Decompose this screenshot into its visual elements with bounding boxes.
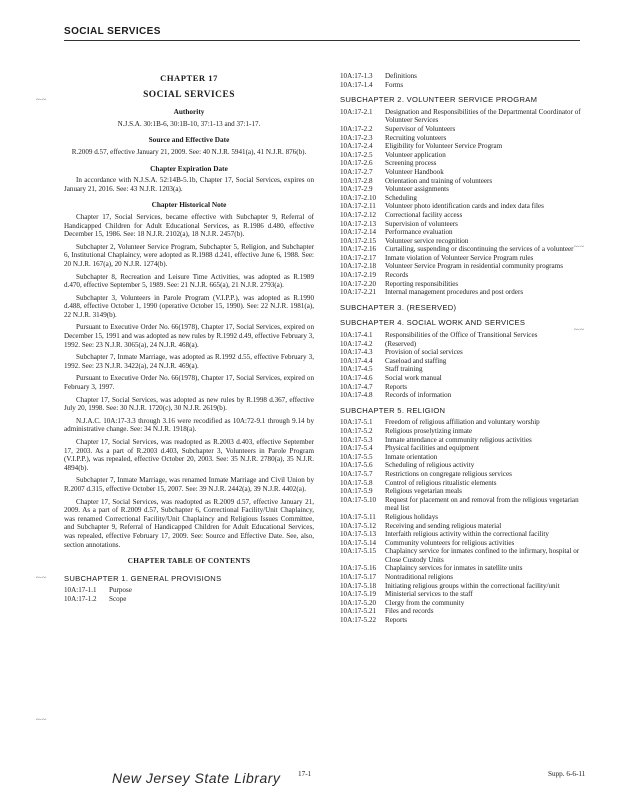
- toc-item: [340, 72, 590, 81]
- section-number: 10A:17-4.5: [340, 365, 373, 374]
- section-number: 10A:17-2.15: [340, 236, 377, 245]
- section-number: 10A:17-5.6: [340, 461, 373, 470]
- toc-item: [340, 228, 590, 237]
- history-paragraph: Pursuant to Executive Order No. 66(1978), Chapter 17, Social Services, expired on February 3, 1997.: [64, 374, 314, 392]
- toc-item: [340, 564, 590, 573]
- section-number: 10A:17-2.4: [340, 142, 373, 151]
- authority-heading: Authority: [173, 107, 205, 117]
- toc-group-subchapter-1: [340, 72, 590, 89]
- toc-item: [340, 436, 590, 445]
- section-number: 10A:17-5.15: [340, 547, 377, 556]
- section-number: 10A:17-5.14: [340, 538, 377, 547]
- subchapter-1-heading: SUBCHAPTER 1. GENERAL PROVISIONS: [64, 573, 222, 583]
- authority-text: N.J.S.A. 30:1B-6, 30:1B-10, 37:1-13 and 37:1-17.: [117, 119, 261, 128]
- section-number: 10A:17-2.19: [340, 271, 377, 280]
- section-title: Definitions: [385, 72, 417, 80]
- margin-mark: ~·~: [36, 716, 46, 724]
- section-number: 10A:17-2.18: [340, 262, 377, 271]
- history-paragraph: Subchapter 7, Inmate Marriage, was renamed Inmate Marriage and Civil Union by R.2007 d.315, effective October 15, 2007. See: 39 N.J.R. 2442(a), 39 N.J.R. 4402(a).: [64, 476, 314, 493]
- subchapter-3-heading: SUBCHAPTER 3. (RESERVED): [340, 302, 457, 312]
- section-title: Purpose: [109, 586, 132, 595]
- section-number: 10A:17-2.13: [340, 219, 377, 228]
- section-number: 10A:17-5.3: [340, 435, 373, 444]
- toc-item: [340, 530, 590, 539]
- toc-item: [340, 142, 590, 151]
- toc-heading: CHAPTER TABLE OF CONTENTS: [127, 556, 251, 566]
- toc-item: [340, 271, 590, 280]
- section-number: 10A:17-5.20: [340, 598, 377, 607]
- section-title: Clergy from the community: [385, 598, 465, 607]
- section-title: Curtailing, suspending or discontinuing the services of a volunteer: [385, 245, 574, 254]
- section-number: 10A:17-2.5: [340, 150, 373, 159]
- section-number: 10A:17-2.3: [340, 133, 373, 142]
- toc-group-subchapter-2: [340, 108, 590, 297]
- toc-item: [340, 177, 590, 186]
- toc-item: [340, 374, 590, 383]
- toc-item: [340, 151, 590, 160]
- section-title: Scheduling of religious activity: [385, 461, 475, 470]
- subchapter-2-heading: SUBCHAPTER 2. VOLUNTEER SERVICE PROGRAM: [340, 95, 538, 105]
- section-title: Orientation and training of volunteers: [385, 176, 493, 185]
- toc-item: [340, 81, 590, 90]
- section-title: Inmate attendance at community religious activities: [385, 435, 532, 444]
- toc-item: [340, 427, 590, 436]
- toc-item: [340, 340, 590, 349]
- section-number: 10A:17-4.1: [340, 331, 373, 340]
- section-number: 10A:17-4.2: [340, 339, 373, 348]
- section-title: Ministerial services to the staff: [385, 590, 473, 599]
- section-number: 10A:17-5.10: [340, 495, 377, 504]
- history-paragraph: Pursuant to Executive Order No. 66(1978), Chapter 17, Social Services, expired on December 15, 1991 and was adopted as new rules by R.1992 d.49, effective February 3, 1992. See: 23 N.J.R. 3065(a), 24 N.J.R. 468(a).: [64, 323, 314, 349]
- history-paragraph: Subchapter 3, Volunteers in Parole Program (V.I.P.P.), was adopted as R.1990 d.488, effective October 1, 1990 (operative October 15, 1990). See: 22 N.J.R. 1981(a), 22 N.J.R. 3149(b).: [64, 293, 314, 319]
- section-number: 10A:17-4.7: [340, 382, 373, 391]
- section-number: 10A:17-5.13: [340, 530, 377, 539]
- toc-item: [340, 280, 590, 289]
- section-number: 10A:17-2.8: [340, 176, 373, 185]
- toc-item: [340, 616, 590, 625]
- section-number: 10A:17-5.7: [340, 469, 373, 478]
- toc-item: [340, 348, 590, 357]
- section-number: 10A:17-5.12: [340, 521, 377, 530]
- toc-item: [340, 522, 590, 531]
- history-paragraph: Subchapter 2, Volunteer Service Program, Subchapter 5, Religion, and Subchapter 6, Institutional Chaplaincy, were adopted as R.1988 d.241, effective June 6, 1988. See: 20 N.J.R. 167(a), 20 N.J.R. 1274(b).: [64, 242, 314, 268]
- toc-item: [340, 582, 590, 591]
- left-column: [64, 72, 314, 604]
- section-title: Files and records: [385, 607, 434, 616]
- toc-item: [64, 595, 314, 604]
- section-number: 10A:17-2.20: [340, 279, 377, 288]
- section-number: 10A:17-2.21: [340, 288, 377, 297]
- source-heading: Source and Effective Date: [148, 135, 230, 145]
- section-number: 10A:17-5.9: [340, 487, 373, 496]
- section-number: 10A:17-2.11: [340, 202, 376, 211]
- section-title: Recruiting volunteers: [385, 133, 447, 142]
- toc-item: [340, 202, 590, 211]
- section-title: Restrictions on congregate religious services: [385, 469, 512, 478]
- expiration-text: In accordance with N.J.S.A. 52:14B-5.1b, Chapter 17, Social Services, expires on January 21, 2016. See: 43 N.J.R. 1203(a).: [64, 176, 314, 193]
- history-paragraph: N.J.A.C. 10A:17-3.3 through 3.16 were recodified as 10A:72-9.1 through 9.14 by administrative change. See: 34 N.J.R. 1918(a).: [64, 416, 314, 434]
- section-title: Records: [385, 271, 409, 280]
- section-title: Request for placement on and removal from the religious vegetarian meal list: [385, 495, 579, 513]
- margin-mark: ~·~: [574, 243, 584, 251]
- toc-item: [340, 159, 590, 168]
- section-title: Inmate violation of Volunteer Service Program rules: [385, 253, 534, 262]
- section-number: 10A:17-2.17: [340, 253, 377, 262]
- toc-item: [64, 586, 314, 595]
- toc-item: [340, 418, 590, 427]
- section-number: 10A:17-2.10: [340, 193, 377, 202]
- section-title: Volunteer service recognition: [385, 236, 469, 245]
- section-title: Reports: [385, 616, 408, 625]
- toc-item: [340, 211, 590, 220]
- history-paragraph: Subchapter 8, Recreation and Leisure Time Activities, was adopted as R.1989 d.470, effective September 5, 1989. See: 21 N.J.R. 665(a), 21 N.J.R. 2793(a).: [64, 272, 314, 290]
- section-title: Interfaith religious activity within the correctional facility: [385, 530, 549, 539]
- section-number: 10A:17-2.7: [340, 167, 373, 176]
- right-column: [340, 72, 590, 625]
- section-title: Reports: [385, 382, 408, 391]
- section-title: Reporting responsibilities: [385, 279, 459, 288]
- section-number: 10A:17-2.2: [340, 124, 373, 133]
- history-paragraph: Subchapter 7, Inmate Marriage, was adopted as R.1992 d.55, effective February 3, 1992. See: 23 N.J.R. 3422(a), 24 N.J.R. 469(a).: [64, 353, 314, 370]
- section-title: Chaplaincy service for inmates confined to the infirmary, hospital or Close Custody Units: [385, 547, 580, 564]
- section-number: 10A:17-5.22: [340, 616, 377, 625]
- toc-item: [340, 134, 590, 143]
- toc-item: [340, 168, 590, 177]
- section-number: 10A:17-5.21: [340, 607, 377, 616]
- section-title: Staff training: [385, 365, 423, 374]
- section-number: 10A:17-5.19: [340, 590, 377, 599]
- margin-mark: ~·~: [36, 96, 46, 104]
- section-title: Volunteer Handbook: [385, 167, 444, 176]
- toc-item: [340, 599, 590, 608]
- section-title: Supervisor of Volunteers: [385, 124, 456, 133]
- toc-item: [340, 513, 590, 522]
- section-title: Volunteer photo identification cards and index data files: [385, 202, 544, 211]
- section-title: Initiating religious groups within the correctional facility/unit: [385, 581, 560, 590]
- section-number: 10A:17-1.3: [340, 72, 373, 80]
- section-number: 10A:17-5.18: [340, 581, 377, 590]
- section-title: Internal management procedures and post orders: [385, 288, 524, 297]
- toc-item: [340, 383, 590, 392]
- history-paragraph: Chapter 17, Social Services, was readopted as R.2009 d.57, effective January 21, 2009. As a part of R.2009 d.57, Subchapter 6, Correctional Facility/Unit Chaplaincy, was renamed Correctional Facility/Unit Chaplaincy and Religious Issues Committee, and Subchapter 9, Referral of Handicapped Children for Adult Educational Services, was repealed, effective February 17, 2009. See: Source and Effective Date. See, also, section annotations.: [64, 497, 314, 549]
- subchapter-4-heading: SUBCHAPTER 4. SOCIAL WORK AND SERVICES: [340, 318, 526, 328]
- page-number: 17-1: [298, 770, 312, 778]
- chapter-title: SOCIAL SERVICES: [143, 89, 235, 100]
- section-title: Designation and Responsibilities of the Departmental Coordinator of Volunteer Services: [385, 107, 581, 125]
- toc-item: [340, 487, 590, 496]
- section-title: Correctional facility access: [385, 210, 463, 219]
- section-title: Control of religious ritualistic elements: [385, 478, 497, 487]
- history-heading: Chapter Historical Note: [151, 200, 227, 210]
- section-number: 10A:17-5.4: [340, 444, 373, 453]
- toc-item: [340, 391, 590, 400]
- toc-item: [340, 254, 590, 263]
- section-number: 10A:17-4.3: [340, 348, 373, 357]
- subchapter-5-heading: SUBCHAPTER 5. RELIGION: [340, 405, 446, 415]
- section-number: 10A:17-2.12: [340, 210, 377, 219]
- toc-item: [340, 108, 590, 125]
- section-title: Supervision of volunteers: [385, 219, 458, 228]
- section-number: 10A:17-4.8: [340, 391, 373, 400]
- toc-item: [340, 185, 590, 194]
- toc-group-subchapter-4: [340, 331, 590, 400]
- margin-mark: ~·~: [36, 574, 46, 582]
- toc-group-subchapter-5: [340, 418, 590, 624]
- toc-item: [340, 365, 590, 374]
- section-title: Community volunteers for religious activities: [385, 538, 515, 547]
- section-number: 10A:17-4.4: [340, 356, 373, 365]
- section-title: Provision of social services: [385, 348, 463, 357]
- section-number: 10A:17-2.6: [340, 159, 373, 168]
- toc-item: [340, 539, 590, 548]
- section-title: Physical facilities and equipment: [385, 444, 479, 453]
- section-number: 10A:17-1.2: [64, 594, 97, 603]
- section-number: 10A:17-5.2: [340, 426, 373, 435]
- section-title: Volunteer Service Program in residential community programs: [385, 262, 563, 271]
- section-title: Religious vegetarian meals: [385, 487, 462, 496]
- running-header: SOCIAL SERVICES: [64, 26, 161, 37]
- section-number: 10A:17-5.17: [340, 573, 377, 582]
- section-title: Eligibility for Volunteer Service Program: [385, 142, 503, 151]
- expiration-heading: Chapter Expiration Date: [150, 163, 228, 173]
- header-rule: [64, 40, 580, 41]
- toc-item: [340, 590, 590, 599]
- history-paragraph: Chapter 17, Social Services, was readopted as R.2003 d.403, effective September 17, 2003. As a part of R.2003 d.403, Subchapter 3, Volunteers in Parole Program (V.I.P.P.), was repealed, effective October 20, 2003. See: 35 N.J.R. 2780(a), 35 N.J.R. 4894(b).: [64, 438, 314, 472]
- section-number: 10A:17-5.8: [340, 478, 373, 487]
- section-title: Scheduling: [385, 193, 417, 202]
- toc-item: [340, 496, 590, 513]
- section-number: 10A:17-5.11: [340, 512, 376, 521]
- toc-item: [340, 288, 590, 297]
- section-title: Social work manual: [385, 374, 442, 382]
- toc-item: [340, 262, 590, 271]
- chapter-number: CHAPTER 17: [160, 73, 218, 83]
- section-title: Inmate orientation: [385, 452, 438, 461]
- section-title: Records of information: [385, 391, 452, 400]
- section-title: Nontraditional religions: [385, 573, 453, 582]
- history-paragraph: Chapter 17, Social Services, was adopted as new rules by R.1998 d.367, effective July 20, 1998. See: 30 N.J.R. 1720(c), 30 N.J.R. 2619(b).: [64, 395, 314, 413]
- toc-item: [340, 607, 590, 616]
- section-title: Volunteer application: [385, 150, 446, 159]
- section-title: Caseload and staffing: [385, 356, 447, 365]
- toc-item: [340, 125, 590, 134]
- section-title: Forms: [385, 80, 404, 89]
- toc-item: [340, 194, 590, 203]
- toc-item: [340, 461, 590, 470]
- section-title: (Reserved): [385, 339, 417, 348]
- toc-item: [340, 237, 590, 246]
- section-number: 10A:17-5.16: [340, 564, 377, 573]
- section-title: Screening process: [385, 159, 437, 168]
- section-title: Religious holidays: [385, 512, 439, 521]
- section-title: Volunteer assignments: [385, 185, 449, 194]
- section-number: 10A:17-2.9: [340, 185, 373, 194]
- section-number: 10A:17-1.4: [340, 80, 373, 89]
- section-number: 10A:17-1.1: [64, 586, 97, 595]
- section-title: Performance evaluation: [385, 228, 453, 237]
- section-number: 10A:17-2.1: [340, 107, 373, 116]
- section-title: Scope: [109, 594, 127, 603]
- margin-mark: ~·~: [574, 326, 584, 334]
- section-title: Religious proselytizing inmate: [385, 426, 473, 435]
- toc-item: [340, 453, 590, 462]
- toc-item: [340, 547, 590, 564]
- section-number: 10A:17-2.16: [340, 245, 377, 254]
- toc-item: [340, 331, 590, 340]
- toc-item: [340, 573, 590, 582]
- library-stamp: New Jersey State Library: [112, 770, 281, 786]
- toc-item: [340, 357, 590, 366]
- section-number: 10A:17-5.1: [340, 418, 373, 427]
- section-title: Chaplaincy services for inmates in satellite units: [385, 564, 523, 573]
- section-title: Receiving and sending religious material: [385, 521, 502, 530]
- section-title: Freedom of religious affiliation and voluntary worship: [385, 418, 540, 427]
- toc-item: [340, 470, 590, 479]
- toc-item: [340, 479, 590, 488]
- toc-item: [340, 245, 590, 254]
- section-number: 10A:17-2.14: [340, 228, 377, 237]
- section-number: 10A:17-5.5: [340, 452, 373, 461]
- source-text: R.2009 d.57, effective January 21, 2009. See: 40 N.J.R. 5941(a), 41 N.J.R. 876(b).: [71, 147, 307, 156]
- section-number: 10A:17-4.6: [340, 374, 373, 382]
- supplement-date: Supp. 6-6-11: [548, 770, 586, 778]
- toc-item: [340, 220, 590, 229]
- history-paragraph: Chapter 17, Social Services, became effective with Subchapter 9, Referral of Handicapped Children for Adult Educational Services, as R.1986 d.480, effective December 15, 1986. See: 18 N.J.R. 2102(a), 18 N.J.R. 2457(b).: [64, 212, 314, 239]
- toc-item: [340, 444, 590, 453]
- section-title: Responsibilities of the Office of Transitional Services: [385, 331, 538, 340]
